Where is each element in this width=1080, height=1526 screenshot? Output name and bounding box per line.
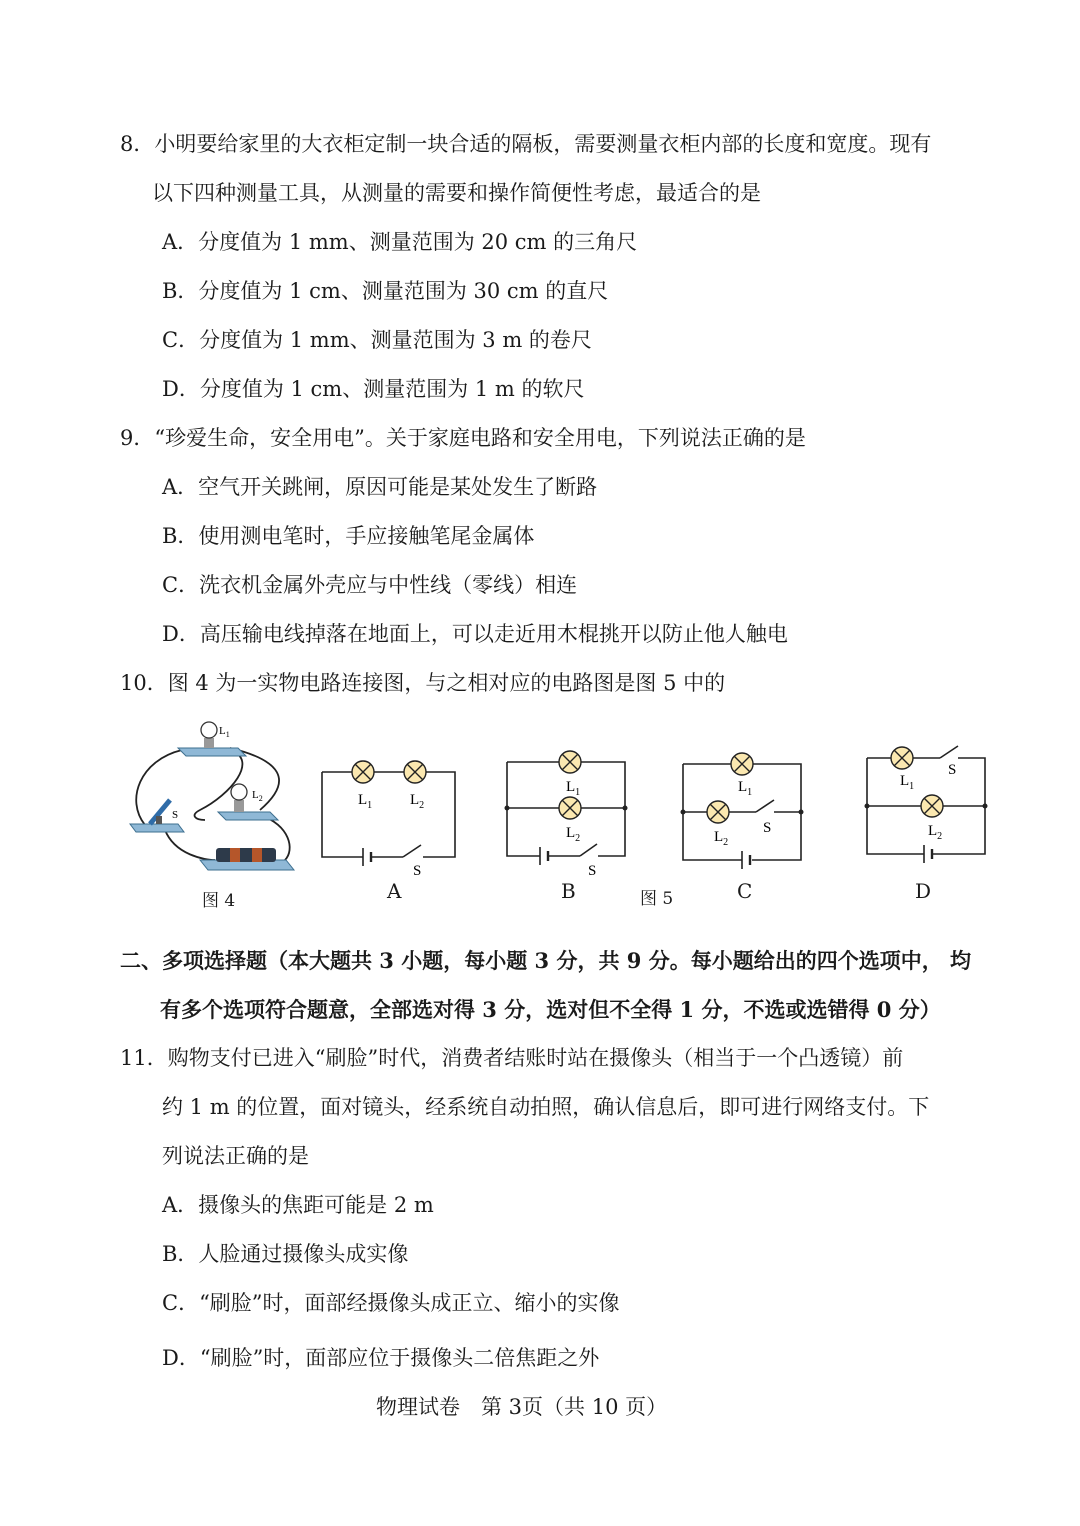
lamp-l1-bulb-icon xyxy=(201,722,217,738)
circuit-option-c xyxy=(676,748,811,873)
q9-stem-line1: 9．“珍爱生命，安全用电”。关于家庭电路和安全用电，下列说法正确的是 xyxy=(120,426,806,450)
figure-5-caption: 图 5 xyxy=(640,889,674,909)
lamp-l1-socket xyxy=(204,738,214,748)
switch-icon xyxy=(756,800,774,812)
q11-stem-line2: 约 1 m 的位置，面对镜头，经系统自动拍照，确认信息后，即可进行网络支付。下 xyxy=(162,1095,930,1119)
q9-option-b: B．使用测电笔时，手应接触笔尾金属体 xyxy=(162,524,535,548)
q9-option-c: C．洗衣机金属外壳应与中性线（零线）相连 xyxy=(162,573,578,597)
circuit-option-d xyxy=(860,740,995,865)
circuit-option-b xyxy=(500,744,635,884)
label-s: S xyxy=(413,863,422,879)
wire xyxy=(507,762,540,856)
circuit-option-a xyxy=(315,752,460,882)
page-footer: 物理试卷 第 3页（共 10 页） xyxy=(376,1395,668,1419)
label-l1: $L_1$ xyxy=(358,792,373,811)
q9-option-a: A．空气开关跳闸，原因可能是某处发生了断路 xyxy=(162,475,598,499)
label-l2: $L_2$ xyxy=(928,823,943,842)
q11-option-a: A．摄像头的焦距可能是 2 m xyxy=(162,1193,434,1217)
label-l1: $L_1$ xyxy=(738,779,753,798)
q9-option-d: D．高压输电线掉落在地面上，可以走近用木棍挑开以防止他人触电 xyxy=(162,622,788,646)
label-s: S xyxy=(763,820,772,836)
label-s: S xyxy=(588,863,597,879)
lamp-l2-socket xyxy=(234,800,244,812)
fig4-label-l2: $L_2$ xyxy=(252,789,263,803)
junction-dot xyxy=(681,810,686,815)
switch-icon xyxy=(580,844,597,856)
q8-option-b: B．分度值为 1 cm、测量范围为 30 cm 的直尺 xyxy=(162,279,609,303)
circuit-option-b-letter: B xyxy=(561,879,576,903)
q11-option-d: D．“刷脸”时，面部应位于摄像头二倍焦距之外 xyxy=(162,1346,600,1370)
switch-base xyxy=(130,824,184,832)
battery-icon xyxy=(216,848,276,862)
fig4-label-s: S xyxy=(172,809,179,821)
q8-option-d: D．分度值为 1 cm、测量范围为 1 m 的软尺 xyxy=(162,377,585,401)
fig4-label-l1: $L_1$ xyxy=(219,725,230,739)
q8-option-a: A．分度值为 1 mm、测量范围为 20 cm 的三角尺 xyxy=(162,230,638,254)
lamp-l2-bulb-icon xyxy=(231,784,247,800)
junction-dot xyxy=(799,810,804,815)
label-l2: $L_2$ xyxy=(410,792,425,811)
figure-4-caption: 图 4 xyxy=(202,891,236,911)
label-l1: $L_1$ xyxy=(900,773,915,792)
circuit-option-d-letter: D xyxy=(915,879,932,903)
junction-dot xyxy=(865,804,870,809)
wire xyxy=(165,830,215,860)
label-l2: $L_2$ xyxy=(566,825,581,844)
label-l2: $L_2$ xyxy=(714,829,729,848)
q10-stem-line1: 10．图 4 为一实物电路连接图，与之相对应的电路图是图 5 中的 xyxy=(120,671,726,695)
switch-post xyxy=(156,816,162,824)
lamp-l1-base xyxy=(178,748,246,756)
q8-stem-line1: 8．小明要给家里的大衣柜定制一块合适的隔板，需要测量衣柜内部的长度和宽度。现有 xyxy=(120,132,932,156)
q11-option-c: C．“刷脸”时，面部经摄像头成正立、缩小的实像 xyxy=(162,1291,620,1315)
figure-4-physical-circuit xyxy=(120,720,310,890)
section2-heading-line2: 有多个选项符合题意，全部选对得 3 分，选对但不全得 1 分，不选或选错得 0 分） xyxy=(160,997,941,1022)
lamp-l2-base xyxy=(218,812,278,820)
switch-icon xyxy=(403,845,421,857)
battery-band xyxy=(252,848,262,862)
wire xyxy=(322,772,363,857)
q8-option-c: C．分度值为 1 mm、测量范围为 3 m 的卷尺 xyxy=(162,328,592,352)
q11-stem-line1: 11．购物支付已进入“刷脸”时代，消费者结账时站在摄像头（相当于一个凸透镜）前 xyxy=(120,1046,904,1070)
battery-band xyxy=(230,848,240,862)
switch-icon xyxy=(940,746,958,758)
section2-heading-line1: 二、多项选择题（本大题共 3 小题，每小题 3 分，共 9 分。每小题给出的四个选项中， 均 xyxy=(120,948,972,973)
junction-dot xyxy=(505,806,510,811)
q11-stem-line3: 列说法正确的是 xyxy=(162,1144,309,1168)
junction-dot xyxy=(623,806,628,811)
junction-dot xyxy=(983,804,988,809)
label-s: S xyxy=(948,762,957,778)
circuit-option-c-letter: C xyxy=(737,879,753,903)
q8-stem-line2: 以下四种测量工具，从测量的需要和操作简便性考虑，最适合的是 xyxy=(152,181,761,205)
label-l1: $L_1$ xyxy=(566,779,581,798)
circuit-option-a-letter: A xyxy=(387,879,402,903)
q11-option-b: B．人脸通过摄像头成实像 xyxy=(162,1242,409,1266)
wire xyxy=(322,772,455,857)
